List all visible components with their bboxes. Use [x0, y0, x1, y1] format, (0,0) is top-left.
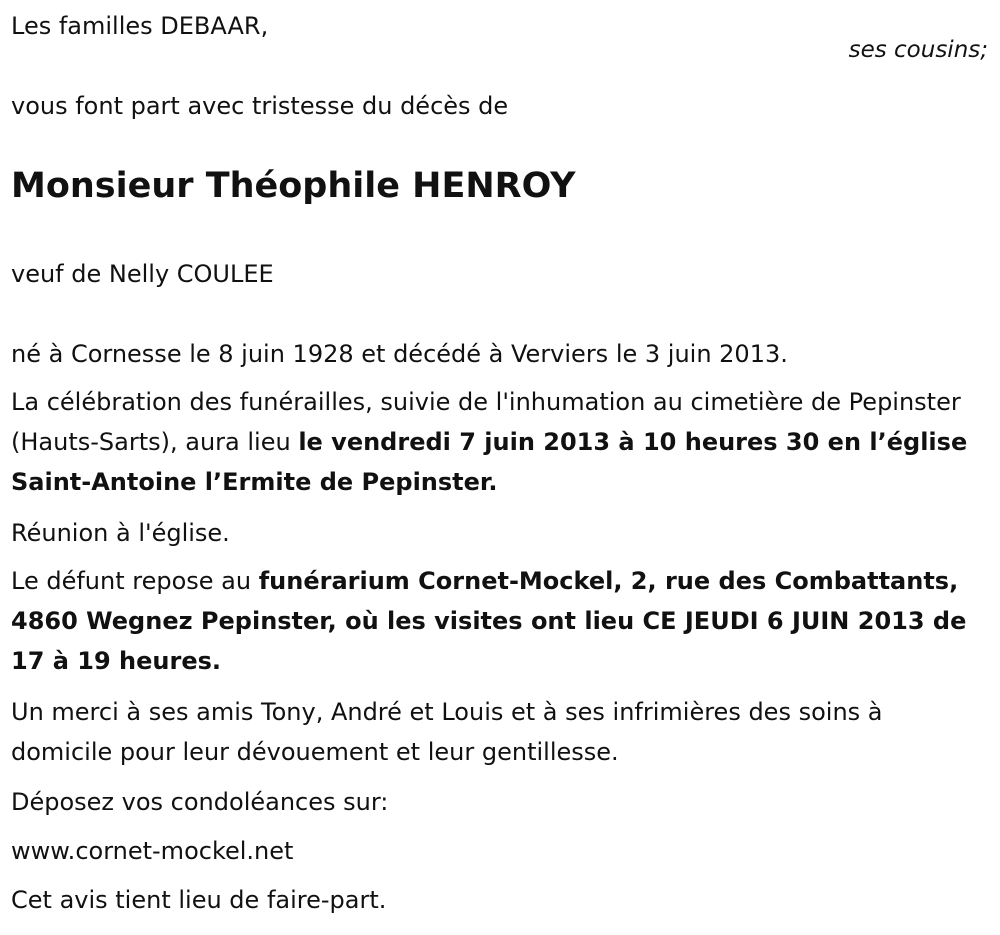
- condolences-label: Déposez vos condoléances sur:: [11, 788, 389, 816]
- closing-line: Cet avis tient lieu de faire-part.: [11, 886, 387, 914]
- funeral-intro: La célébration des funérailles, suivie de l'inhumation au cimetière de Pepinster (Hauts-Sarts), aura lieu: [11, 388, 961, 456]
- reunion-line: Réunion à l'église.: [11, 519, 230, 547]
- repose-intro: Le défunt repose au: [11, 567, 259, 595]
- families-line: Les familles DEBAAR,: [11, 12, 269, 40]
- funeral-paragraph: [11, 382, 986, 502]
- cousins-line: ses cousins;: [848, 37, 988, 63]
- birth-death-line: né à Cornesse le 8 juin 1928 et décédé à Verviers le 3 juin 2013.: [11, 340, 788, 368]
- widower-line: veuf de Nelly COULEE: [11, 260, 274, 288]
- deceased-name: Monsieur Théophile HENROY: [11, 166, 576, 206]
- announce-line: vous font part avec tristesse du décès de: [11, 92, 509, 120]
- funeral-details: le vendredi 7 juin 2013 à 10 heures 30 en l’église Saint-Antoine l’Ermite de Pepinster.: [11, 428, 968, 496]
- website-link[interactable]: www.cornet-mockel.net: [11, 837, 294, 865]
- thanks-paragraph: Un merci à ses amis Tony, André et Louis et à ses infrimières des soins à domicile pour leur dévouement et leur gentillesse.: [11, 698, 883, 766]
- repose-details: funérarium Cornet-Mockel, 2, rue des Combattants, 4860 Wegnez Pepinster, où les visites ont lieu CE JEUDI 6 JUIN 2013 de 17 à 19 heures.: [11, 567, 967, 675]
- repose-paragraph: [11, 561, 986, 681]
